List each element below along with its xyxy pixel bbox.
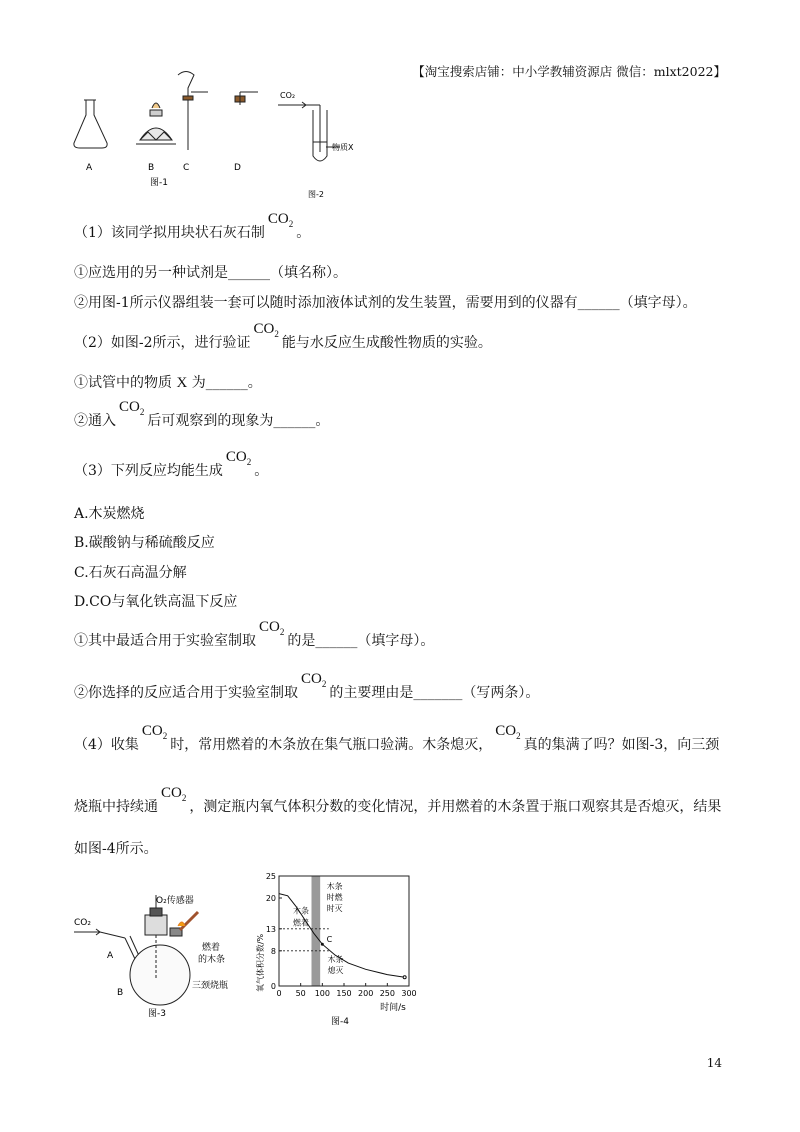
label-c: C: [183, 163, 190, 173]
separatory-funnel-icon: [178, 72, 208, 151]
end-point: [403, 976, 406, 979]
conical-flask-icon: [74, 100, 107, 148]
question-2-sub1: ①试管中的物质 X 为______。: [74, 375, 262, 391]
fig3-a: A: [107, 951, 114, 961]
label-d: D: [234, 163, 241, 173]
question-4-line1: （4）收集$CO_2$时，常用燃着的木条放在集气瓶口验满。木条熄灭，$CO_2$真的集满了吗？如图-3，向三颈: [74, 723, 720, 753]
question-3-sub1: ①其中最适合用于实验室制取$CO_2$的是______（填字母）。: [74, 619, 435, 649]
fig4-caption: 图-4: [331, 1017, 349, 1027]
fig4-xlabel: 时间/s: [380, 1003, 406, 1013]
y-tick-label-3: 8: [270, 946, 276, 956]
fig3-caption: 图-3: [148, 1009, 166, 1019]
co2-formula: $CO_2$: [225, 449, 252, 467]
fig3-b: B: [117, 988, 124, 998]
question-2-stem: （2）如图-2所示，进行验证$CO_2$能与水反应生成酸性物质的实验。: [74, 321, 492, 351]
question-2-sub2: ②通入$CO_2$后可观察到的现象为______。: [74, 399, 330, 429]
annotation-left-2: 燃着: [293, 918, 309, 928]
fig3-co2: CO₂: [74, 918, 91, 928]
label-b: B: [148, 163, 155, 173]
point-c: [321, 943, 324, 946]
question-4-line2: 烧瓶中持续通$CO_2$，测定瓶内氧气体积分数的变化情况，并用燃着的木条置于瓶口观察其是否熄灭，结果: [74, 785, 722, 815]
three-neck-flask-icon: [74, 895, 198, 1005]
question-3-sub2: ②你选择的反应适合用于实验室制取$CO_2$的主要理由是_______（写两条）。: [74, 671, 540, 701]
figure-1-2: [70, 70, 370, 205]
label-a: A: [86, 163, 93, 173]
stopper-tube-icon: [235, 92, 258, 105]
co2-formula: $CO_2$: [161, 785, 187, 803]
fig2-co2-label: CO₂: [280, 91, 296, 100]
annotation-left-1: 木条: [293, 906, 309, 916]
y-tick-label-0: 25: [265, 872, 276, 881]
page-header: 【淘宝搜索店铺：中小学教辅资源店 微信：mlxt2022】: [412, 64, 726, 79]
co2-formula: $CO_2$: [495, 723, 521, 741]
co2-formula: $CO_2$: [141, 723, 168, 741]
figure-4-chart: [255, 868, 425, 1028]
x-tick-label-1: 50: [295, 989, 306, 998]
fig2-x-label: 物质X: [332, 143, 354, 152]
co2-formula: $CO_2$: [301, 671, 327, 689]
x-tick-label-0: 0: [276, 989, 282, 998]
annotation-c: C: [326, 935, 333, 944]
plot-frame: [279, 876, 409, 986]
fig4-ylabel: 氧气体积分数/%: [256, 933, 265, 993]
test-tube-icon: [278, 102, 340, 161]
question-1-sub1: ①应选用的另一种试剂是______（填名称）。: [74, 265, 347, 281]
option-d: D.CO与氧化铁高温下反应: [74, 594, 238, 610]
x-tick-label-5: 250: [379, 989, 395, 998]
fig3-flask: 三颈烧瓶: [192, 981, 229, 991]
fig3-sensor: O₂传感器: [156, 896, 194, 906]
annotation-right-1: 木条: [326, 882, 343, 892]
annotation-right-3: 时灭: [326, 904, 343, 914]
option-c: C.石灰石高温分解: [74, 565, 187, 581]
y-tick-label-4: 0: [270, 982, 276, 991]
x-tick-label-6: 300: [401, 989, 417, 998]
co2-formula: $CO_2$: [259, 619, 285, 637]
y-tick-label-1: 20: [265, 894, 276, 903]
question-1-stem: （1）该同学拟用块状石灰石制$CO_2$。: [74, 211, 311, 241]
burner-icon: [136, 103, 176, 144]
fig3-burning-1: 燃着: [202, 943, 221, 953]
annotation-bottom-2: 熄灭: [327, 965, 344, 975]
fig2-caption: 图-2: [308, 190, 324, 199]
annotation-bottom-1: 木条: [327, 954, 344, 964]
y-tick-label-2: 13: [265, 924, 276, 934]
question-1-sub2: ②用图-1所示仪器组装一套可以随时添加液体试剂的发生装置，需要用到的仪器有______（填字母）。: [74, 295, 697, 311]
annotation-right-2: 时燃: [326, 893, 343, 903]
fig3-burning-2: 的木条: [198, 955, 226, 965]
fig1-caption: 图-1: [150, 178, 168, 188]
co2-formula: $CO_2$: [267, 211, 294, 229]
co2-formula: $CO_2$: [119, 399, 145, 417]
question-4-line3: 如图-4所示。: [74, 841, 158, 857]
figure-3: [70, 870, 260, 1020]
co2-formula: $CO_2$: [253, 321, 279, 339]
page-number: 14: [706, 1056, 722, 1070]
question-3-stem: （3）下列反应均能生成$CO_2$。: [74, 449, 269, 479]
option-b: B.碳酸钠与稀硫酸反应: [74, 535, 215, 551]
x-tick-label-3: 150: [336, 989, 352, 998]
x-tick-label-4: 200: [358, 989, 374, 998]
option-a: A.木炭燃烧: [74, 506, 145, 522]
x-tick-label-2: 100: [314, 989, 330, 998]
